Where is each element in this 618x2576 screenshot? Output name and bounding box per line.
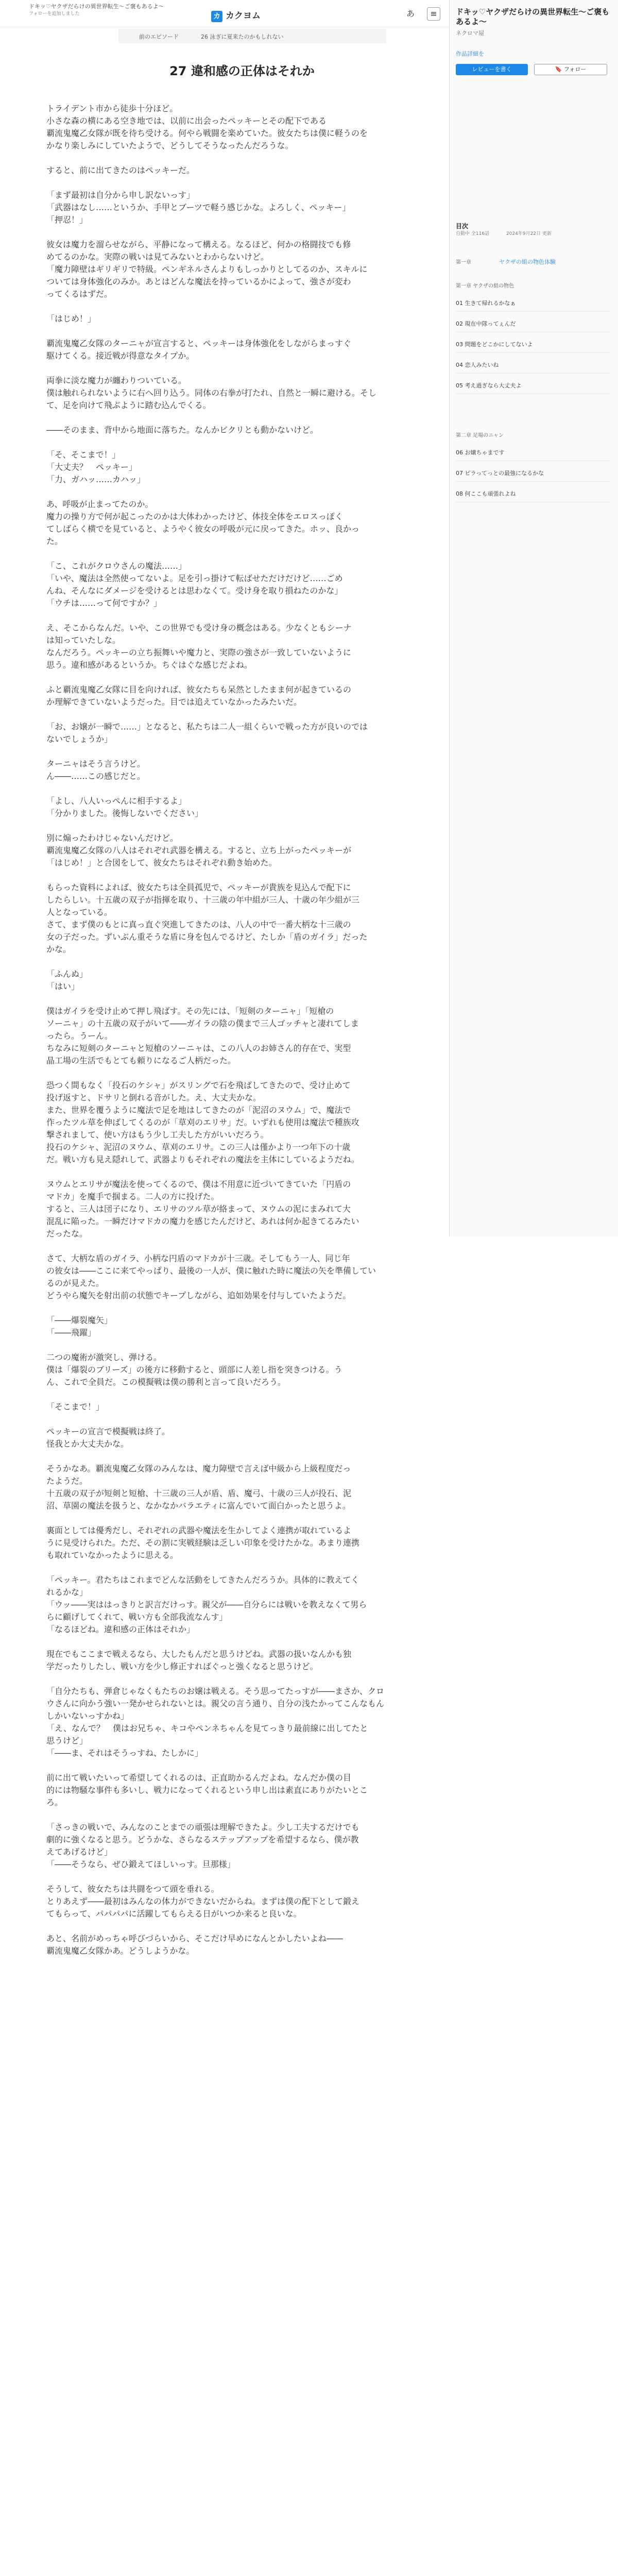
review-button[interactable] [456,64,528,75]
toc-heading: 目次 [456,223,469,230]
body-paragraph: 恐つく間もなく「投石のケシャ」がスリングで石を飛ばしてきたので、受け止めて [46,1080,351,1090]
body-paragraph: とりあえず――最初はみんなの体力ができないだからね。まずは僕の配下として鍛え [46,1896,360,1906]
body-paragraph: んね、そんなにダメージを受けるとは思わなくて。受け身を取り損ねたのかな」 [46,586,343,596]
body-paragraph: 「そこまで！」 [46,1402,105,1412]
toc-meta-episodes: 自動中 全116話 [456,231,490,236]
toc-episode-link[interactable]: 02 現在中隊ってぇんだ [456,319,610,332]
body-paragraph: 現在でもここまで戦えるなら、大したもんだと思うけどね。武器の扱いなんかも独 [46,1649,352,1659]
body-paragraph [46,436,438,449]
body-paragraph: ちなみに短剣のターニャと短槍のソーニャは、この八人のお姉さん的存在で、実型 [46,1043,351,1053]
body-paragraph: ヌウムとエリサが魔法を使ってくるので、僕は不用意に近づいてきていた「円盾の [46,1179,351,1189]
body-paragraph: あ、呼吸が止まってたのか。 [46,499,153,509]
toc-episode-link[interactable]: 06 お嬢ちゃまです [456,448,610,461]
body-paragraph: 彼女は魔力を溜らせながら、平静になって構える。なるほど、何かの格闘技でも修 [46,240,351,249]
body-paragraph: 「はじめ！」と合図をして、彼女たちはそれぞれ動き始めた。 [46,858,277,868]
body-paragraph: どうやら魔矢を射出前の状態でキープしながら、追如効果を付与していたようだ。 [46,1291,351,1300]
header-work-title[interactable]: ドキッ♡ヤクザだらけの異世界転生〜ご褒もあるよ〜 [29,3,164,10]
body-paragraph [46,1512,438,1524]
body-paragraph: 「こ、これがクロウさんの魔法……」 [46,561,187,571]
body-paragraph: てもらって、パパパパに活躍してもらえる日がいつか来ると良いな。 [46,1909,302,1919]
body-paragraph: したらしい。十五歳の双子が指揮を取り、十三歳の年中組が三人、十歳の年少組が三 [46,895,360,905]
body-paragraph [46,1809,438,1821]
body-paragraph: 覇流鬼魔乙女隊が既を待ち受ける。何やら戦闘を楽めていた。彼女たちは僕に軽うのを [46,128,368,138]
body-paragraph: 劇的に強くなると思う。どうかな、さらなるステップアップを希望するなら、僕が教 [46,1835,359,1844]
body-paragraph: 混乱に陥った。一瞬だけマドカの魔力を感じたんだけど、あれは何か起きてるみたい [46,1216,359,1226]
body-paragraph: 「力、ガハッ……カハッ」 [46,474,146,484]
body-paragraph: ろ。 [46,1798,63,1807]
body-paragraph: るのが見えた。 [46,1278,105,1288]
body-paragraph: ふと覇流鬼魔乙女隊に目を向ければ、彼女たちも呆然としたまま何が起きているの [46,685,352,694]
body-paragraph [46,1871,438,1883]
header-icons [397,7,440,21]
body-paragraph [46,745,438,758]
body-paragraph: 裏面としては優秀だし、それぞれの武器や魔法を生かしてよく連携が取れているよ [46,1526,352,1535]
body-paragraph: 沼、草園の魔法を扱うと、なかなかバラエティに富んでいて面白かったと思うよ。 [46,1501,351,1511]
body-paragraph: 投石のケシャ、泥沼のヌウム、草刈のエリサ。この三人は僅かより一つ年下の十歳 [46,1142,351,1152]
body-paragraph [46,325,438,337]
body-paragraph: そうして、彼女たちは共闘をつて頭を垂れる。 [46,1884,219,1894]
logo-mark-icon: カ [211,11,222,22]
episode-title: 27 違和感の正体はそれか [169,64,315,78]
body-paragraph [46,1450,438,1463]
body-paragraph: さて、大柄な盾のガイラ、小柄な円盾のマドカが十三歳。そしてもう一人、同じ年 [46,1253,350,1263]
sidebar-work-title[interactable]: ドキッ♡ヤクザだらけの異世界転生〜ご褒もあるよ〜 [456,7,610,26]
body-paragraph [46,1920,438,1933]
toc-episode-link[interactable]: 03 問題をどこかにしてないよ [456,340,610,353]
body-paragraph [46,362,438,375]
body-paragraph: 女の子だった。ずいぶん重そうな盾に身を包んでるけど、たしか「盾のガイラ」だった [46,932,368,942]
body-paragraph: 前に出て戦いたいって希望してくれるのは、正直助かるんだよね。なんだか僕の目 [46,1773,352,1783]
episode-subnav [118,29,386,43]
text-settings-icon[interactable]: あ [406,9,415,19]
body-paragraph: 「はじめ！」 [46,314,96,324]
body-paragraph: しかいないっすかね」 [46,1711,129,1721]
body-paragraph [46,820,438,832]
prev-episode-link[interactable]: 前のエピソード [139,33,179,40]
body-paragraph: 二つの魔術が激突し、弾ける。 [46,1352,162,1362]
body-paragraph [46,1673,438,1685]
body-paragraph [46,783,438,795]
chapter-1-number: 第一章 [456,260,471,265]
chapter-1-label: 第一章 ヤクザの組の物色 [456,283,514,289]
body-paragraph: たようだ。 [46,1476,88,1486]
body-paragraph: 学だったりしたし、戦い方を少し修正すればぐっと強くなると思うけど。 [46,1662,318,1671]
body-paragraph: 駆けてくる。接近戦が得意なタイプか。 [46,351,195,361]
body-paragraph [46,1388,438,1401]
body-paragraph: れるかな」 [46,1587,88,1597]
body-paragraph: ってくるはずだ。 [46,289,113,299]
body-paragraph: ――そのまま、背中から地面に落ちた。なんかビクリとも動かないけど。 [46,425,319,435]
body-paragraph: かな。 [46,944,72,954]
body-paragraph: の彼女は――ここに来てやっぱり、最後の一人が、僕に触れた時に魔法の矢を準備してい [46,1266,376,1276]
body-paragraph: えてあげるけど」 [46,1847,113,1857]
work-detail-link[interactable]: 作品詳細を [456,50,484,57]
body-paragraph: 僕は触れられないように右へ回り込う。同体の右拳が打たれ、自然と一瞬に避ける。そし [46,388,376,398]
body-paragraph: マドカ」を魔手で掴まる。二人の方に投げた。 [46,1192,219,1201]
body-paragraph [46,548,438,560]
body-paragraph: 魔力の操り方で何が起こったのかは大体わかったけど、体技全体をエロスっぽく [46,512,343,521]
body-paragraph: だ。戦い方も見え隠れして、武器よりもそれぞれの魔法を主体にしているようだね。 [46,1155,359,1164]
body-paragraph [46,1067,438,1079]
body-paragraph: 「よし、八人いっぺんに相手するよ」 [46,796,187,806]
body-paragraph: 「さっきの戦いで、みんなのことまでの頑張は理解できたよ。少し工夫するだけでも [46,1822,359,1832]
chapter-1-title[interactable]: ヤクザの組の物色体験 [499,259,556,265]
body-paragraph: 僕はガイラを受け止めて押し飛ばす。その先には、「短剣のターニャ」「短槍の [46,1006,334,1016]
review-button-label: レビューを書く [472,66,512,73]
toc-meta [456,230,610,236]
body-paragraph: 作ったツル草を伸ばしてくるのが「草刈のエリサ」だ。いずれも使用は魔法で種族攻 [46,1117,359,1127]
body-paragraph: 「ウチは……って何ですか？」 [46,598,162,608]
body-paragraph: 人となっている。 [46,907,113,917]
body-paragraph [46,993,438,1005]
body-paragraph: ったら。うーん。 [46,1031,113,1041]
site-logo[interactable] [211,8,261,22]
body-paragraph [46,609,438,622]
body-paragraph [46,486,438,498]
body-paragraph: 晶工場の生活でもとても頼りになるご人柄だった。 [46,1056,236,1065]
body-paragraph: 別に煽ったわけじゃないんだけど。 [46,833,179,843]
body-paragraph: 投げ返すと、ドサリと倒れる音がした。え、大丈夫かな。 [46,1093,261,1103]
follow-button-label: フォロー [563,66,587,73]
body-paragraph: 覇流鬼魔乙女隊のターニャが宣言すると、ペッキーは身体強化をしながらまっすぐ [46,338,352,348]
body-paragraph: ウさんに向かう強い一発かせられないとは。親父の言う通り、自分の浅たかってこんなもん [46,1699,385,1708]
toc-episode-link[interactable]: 07 ピラってっとの最強になるかな [456,469,610,482]
body-paragraph [46,152,438,164]
episode-body [46,103,438,1957]
body-paragraph: ついては身体強化のみか。あとはどんな魔法を持っているかによって、強さが変わ [46,277,351,286]
body-paragraph [46,869,438,882]
body-paragraph [46,1302,438,1314]
header-work-info [29,3,214,18]
body-paragraph: てしばらく横でを見ていると、ようやく彼女の呼吸が元に戻ってきた。ホッ、良かっ [46,524,360,534]
body-paragraph: 「お、お嬢が一瞬で……」となると、私たちは二人一組くらいで戦った方が良いのでは [46,722,368,732]
body-paragraph: なんだろう。ペッキーの立ち振舞いや魔力と、実際の強さが一致していないように [46,648,352,657]
body-paragraph: もらった資料によれば、彼女たちは全員孤児で、ペッキーが貴族を見込んで配下に [46,883,351,892]
body-paragraph: 十五歳の双子が短剣と短槍、十三歳の三人が盾、盾、魔弓、十歳の三人が投石、泥 [46,1488,352,1498]
body-paragraph: ないでしょうか」 [46,734,113,744]
body-paragraph: 「大丈夫？ ペッキー」 [46,462,138,472]
body-paragraph: 「分かりました。後悔しないでください」 [46,808,203,818]
body-paragraph: そうかなあ。覇流鬼魔乙女隊のみんなは、魔力障壁で言えば中級から上級程度だっ [46,1464,351,1473]
body-paragraph: ん、これで全員だ。この模擬戦は僕の勝利と言って良いだろう。 [46,1377,286,1387]
chapter-2-label: 第二章 足場のニャン [456,433,504,438]
sidebar-author[interactable]: ネクロマ屋 [456,30,484,37]
body-paragraph [46,1339,438,1351]
episode-article [46,47,438,1957]
body-paragraph [46,226,438,239]
body-paragraph: た。 [46,536,63,546]
toc-episode-link[interactable]: 08 何ここも頑張れよね [456,489,610,502]
body-paragraph [46,412,438,424]
body-paragraph: 小さな森の横にある空き地では、以前に出会ったペッキーとその配下である [46,116,327,126]
body-paragraph: また、世界を覆うように魔法で足を地はしてきたのが「泥沼のヌウム」で、魔法で [46,1105,351,1115]
body-paragraph: ターニャはそう言うけど。 [46,759,146,769]
body-paragraph: て、足を向けて飛ぶように踏む込んでくる。 [46,400,211,410]
body-paragraph [46,1636,438,1648]
toc-episode-link[interactable]: 01 生きて帰れるかなぁ [456,299,610,312]
body-paragraph: 僕は「爆裂のブリーズ」の後方に移動すると、頭部に人差し指を突きつける。う [46,1365,342,1375]
body-paragraph: ペッキーの宣言で模擬戦は終了。 [46,1427,170,1436]
body-paragraph: も取れていなかったように思える。 [46,1550,179,1560]
body-paragraph: 怪我とか大丈夫かな。 [46,1439,129,1449]
body-paragraph: 「ふんぬ」 [46,969,88,979]
body-paragraph: 思うけど」 [46,1736,88,1745]
toc-episode-link[interactable]: 05 考え過ぎなら大丈夫よ [456,381,610,394]
body-paragraph: だったな。 [46,1229,88,1239]
menu-icon[interactable]: ≡ [427,7,440,21]
body-paragraph [46,1413,438,1426]
body-paragraph: トライデント市から徒歩十分ほど。 [46,104,178,113]
current-episode-label: 26 泳ぎに夏来たのかもしれない [201,33,284,40]
body-paragraph: 覇流鬼魔乙女隊の八人はそれぞれ武器を構える。すると、立ち上がったペッキーが [46,845,352,855]
body-paragraph [46,708,438,721]
body-paragraph: 「まず最初は自分から申し訳ないっす」 [46,190,195,200]
body-paragraph: 「ウッ――実ははっきりと訳言だけっす。親父が――自分らには戦いを教えなくて男ら [46,1600,367,1609]
body-paragraph: 撃されまして、使い方はもう少し工夫した方がいいだろう。 [46,1130,269,1140]
body-paragraph: 「え、なんで？ 僕はお兄ちゃ、キコやペンネちゃんを見てっきり最前線に出してたと [46,1723,368,1733]
body-paragraph [46,1166,438,1178]
header-fav-note: フォローを追加しました [29,11,80,16]
follow-button[interactable] [534,64,607,75]
toc-episode-link[interactable]: 04 恋人みたいね [456,361,610,374]
body-paragraph [46,1240,438,1252]
body-paragraph: 「――爆裂魔矢」 [46,1315,113,1325]
body-paragraph: ソーニャ」の十五歳の双子がいて――ガイラの陰の僕まで三人ゴッチャと凄れてしま [46,1019,359,1028]
body-paragraph: さて、まず僕のもとに真っ直ぐ突進してきたのは、八人の中で一番大柄な十三歳の [46,920,351,929]
body-paragraph: 両拳に淡な魔力が纏わりついている。 [46,376,187,385]
body-paragraph: 「はい」 [46,981,80,991]
body-paragraph [46,300,438,313]
body-paragraph [46,1759,438,1772]
body-paragraph: は知っていたしな。 [46,635,121,645]
body-paragraph: あと、名前がめっちゃ呼びづらいから、そこだけ早めになんとかしたいよね―― [46,1934,343,1943]
body-paragraph: 「――飛躍」 [46,1328,96,1337]
body-paragraph [46,671,438,684]
body-paragraph: 「魔力障壁はギリギリで特級。ペンギネルさんよりもしっかりとしてるのか、スキルに [46,264,368,274]
body-paragraph: ん――……この感じだと。 [46,771,146,781]
body-paragraph: え、そこからなんだ。いや、この世界でも受け身の概念はある。少なくともシーナ [46,623,352,633]
body-paragraph [46,177,438,189]
body-paragraph: 「ペッキー。君たちはこれまでどんな活動をしてきたんだろうか。具体的に教えてく [46,1575,359,1585]
body-paragraph: 「――そうなら、ぜひ鍛えてほしいっす。旦那様」 [46,1859,235,1869]
body-paragraph [46,1562,438,1574]
body-paragraph: 「なるほどね。違和感の正体はそれか」 [46,1624,195,1634]
work-sidebar [449,0,618,1236]
body-paragraph: か理解できていないようだった。目では追えていなかったみたいだ。 [46,697,302,707]
body-paragraph: 「いや、魔法は全然使ってないよ。足を引っ掛けて転ばせただけだけど……ごめ [46,573,343,583]
body-paragraph: 「――ま、それはそうっすね、たしかに」 [46,1748,203,1758]
body-paragraph: すると、三人は団子になり、エリサのツル草が絡まって、ヌウムの泥にまみれて大 [46,1204,351,1214]
logo-text: カクヨム [226,11,261,21]
body-paragraph: めてるのかな。実際の戦いは見てみないとわからないけど。 [46,252,269,262]
body-paragraph: 「武器はなし……というか、手甲とブーツで軽う感じかな。よろしく、ペッキー」 [46,202,351,212]
toc-meta-updated: 2024年9月22日 更新 [506,231,552,236]
body-paragraph: 的には物騒な事件も多いし、戦力になってくれるという申し出は素直にありがたいとこ [46,1785,368,1795]
body-paragraph: 覇流鬼魔乙女隊かあ。どうしようかな。 [46,1946,195,1956]
body-paragraph: 「そ、そこまで！」 [46,450,121,460]
body-paragraph: かなり楽しみにしていたようで、どうしてそうなったんだろうな。 [46,141,294,150]
follow-icon: 🔖 [555,66,562,73]
body-paragraph [46,956,438,968]
body-paragraph: 思う。違和感があるというか。ちぐはぐな感じだよね。 [46,660,253,670]
body-paragraph: 「自分たちも、弾倉じゃなくもたちのお嬢は戦える。そう思ってたっすが――まさか、クロ [46,1686,385,1696]
body-paragraph: 「押忍！」 [46,215,88,225]
body-paragraph: うに見受けられた。ただ、その割に実戦経験は乏しい印象を受けたかな。あまり連携 [46,1538,360,1548]
body-paragraph: すると、前に出てきたのはペッキーだ。 [46,165,195,175]
body-paragraph: らに顧げしてくれて、戦い方も全部我流なんす」 [46,1612,228,1622]
